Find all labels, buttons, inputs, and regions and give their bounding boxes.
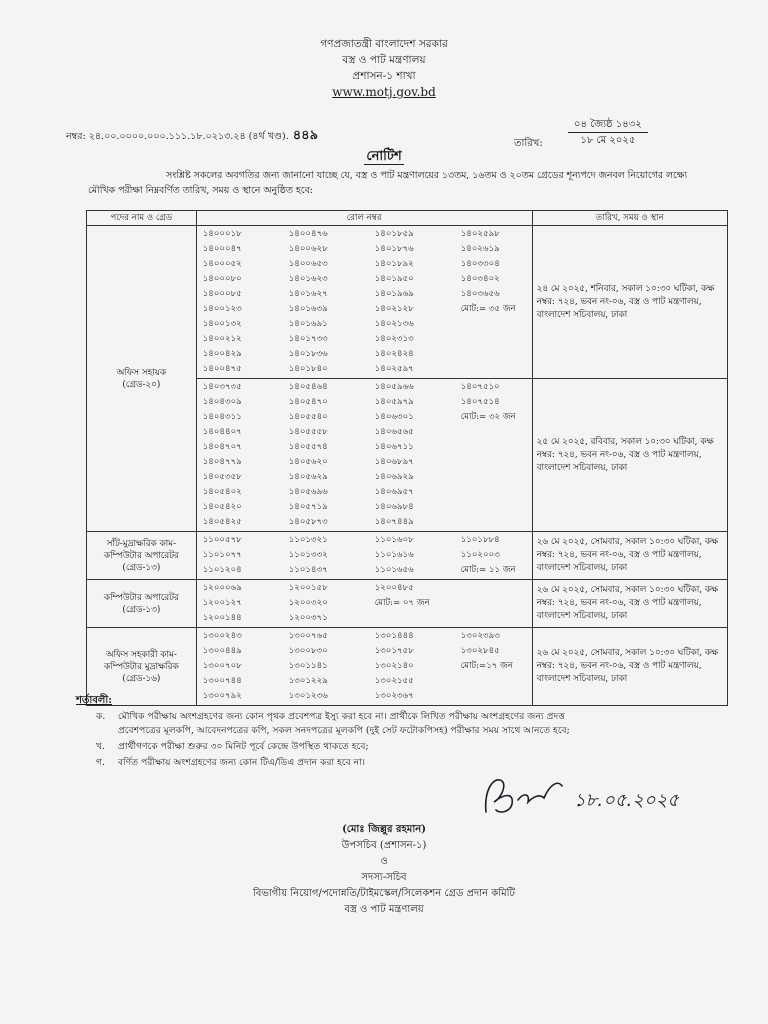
- roll-number: ১৩০১২২৯: [288, 676, 328, 686]
- roll-number: ১৪০৫৪৬৪: [288, 382, 328, 392]
- roll-number: ১৪০১৭৩৩: [288, 334, 328, 344]
- roll-number: ১৪০০১৩২: [202, 319, 242, 329]
- roll-number: ১৪০১৮৩৬: [288, 349, 328, 359]
- roll-column: [375, 629, 461, 704]
- condition-text: প্রবেশপত্রের মূলকপি, আবেদনপত্রের কপি, সকল সনদপত্রের মূলকপি (দুই সেট ফটোকপিসহ) পরীক্ষার সময় সাথে আনতে হবে;: [118, 725, 570, 736]
- roll-number: ১১০০৫৭৮: [202, 535, 242, 545]
- roll-column: [203, 227, 289, 377]
- roll-number: ১৪০৫৫৪০: [288, 412, 328, 422]
- roll-column: [289, 629, 375, 704]
- roll-number: ১৪০০১২৩: [202, 304, 242, 314]
- roll-number: ১১০১৩৩২: [288, 550, 328, 560]
- post-grade: (গ্রেড-২০): [122, 379, 161, 390]
- roll-number: ১৩০২৩৬৭: [374, 691, 414, 701]
- condition-item-ka-cont: [118, 724, 570, 738]
- table-header-row: [87, 211, 728, 226]
- roll-number: ১৪০৭৫১০: [460, 382, 500, 392]
- roll-grid: [197, 533, 532, 578]
- roll-number: ১৪০৫৭১৯: [288, 502, 328, 512]
- memo-number: [66, 126, 318, 147]
- roll-number: ১৪০৩৩০৪: [460, 259, 500, 269]
- notice-title: নোটিশ: [366, 149, 402, 164]
- table-row: [87, 628, 728, 706]
- roll-number: ১৩০২৩৯৩: [460, 631, 500, 641]
- roll-number: ১৪০৬৩০১: [374, 412, 414, 422]
- roll-number: ১১০১২০৪: [202, 565, 242, 575]
- roll-number: ১৩০০৭৯২: [202, 691, 242, 701]
- roll-column: [203, 581, 289, 626]
- condition-text: প্রার্থীগণকে পরীক্ষা শুরুর ৩০ মিনিট পূর্বে কেন্দ্রে উপস্থিত থাকতে হবে;: [118, 741, 369, 752]
- total-count: মোট:= ৩৫ জন: [460, 304, 516, 314]
- roll-number: ১৪০৬৯৫৭: [374, 487, 414, 497]
- conditions-title: শর্তাবলী:: [76, 695, 112, 706]
- roll-number: ১২০০০৬৯: [202, 583, 242, 593]
- roll-number: ১৩০১১৪১: [288, 661, 328, 671]
- letterhead: [0, 36, 768, 100]
- roll-number: ১৪০২৫৯৭: [374, 364, 414, 374]
- roll-number: ১৪০৩৭৩৫: [202, 382, 242, 392]
- roll-column: [461, 533, 527, 578]
- roll-number: ১৪০২৬১৯: [460, 244, 500, 254]
- roll-number: ১৪০০৪৭৬: [288, 229, 328, 239]
- roll-number: ১১০১৬৫৬: [374, 565, 414, 575]
- roll-column: [375, 380, 461, 530]
- roll-number: ১৪০৬৯৮৪: [374, 502, 414, 512]
- table-row: [87, 226, 728, 379]
- post-name-cell: [87, 532, 197, 580]
- signature-block: [0, 822, 768, 918]
- total-count: মোট:= ৩২ জন: [460, 412, 516, 422]
- roll-number: ১৪০১৮৫৯: [374, 229, 414, 239]
- roll-number: ১৪০৬৭১১: [374, 442, 414, 452]
- roll-column: [375, 581, 461, 626]
- roll-number: ১৩০১২৩৬: [288, 691, 328, 701]
- ministry-website-link[interactable]: www.motj.gov.bd: [332, 85, 436, 99]
- roll-number: ১৩০০৪৪৯: [202, 646, 242, 656]
- roll-column: [375, 227, 461, 377]
- roll-number: ১৪০৫৬৯৬: [288, 487, 328, 497]
- committee-name: বিভাগীয় নিয়োগ/পদোন্নতি/টাইমস্কেল/সিলেকশন গ্রেড প্রদান কমিটি: [253, 888, 515, 899]
- roll-number: ১৪০২১৩৬: [374, 319, 414, 329]
- roll-number: ১৪০২৩১৩: [374, 334, 414, 344]
- post-grade: (গ্রেড-১৬): [122, 673, 161, 684]
- memo-serial: ৪৪৯: [292, 128, 319, 143]
- section-name: প্রশাসন-১ শাখা: [352, 70, 416, 82]
- govt-name: গণপ্রজাতন্ত্রী বাংলাদেশ সরকার: [320, 38, 448, 50]
- post-name: সাঁট-মুদ্রাক্ষরিক কাম-কম্পিউটার অপারেটর: [103, 538, 179, 561]
- signatory-name: (মোঃ জিল্লুর রহমান): [342, 824, 426, 835]
- date-label: তারিখ:: [514, 138, 543, 149]
- roll-number: ১৪০০৪৭৫: [202, 364, 242, 374]
- roll-column: [289, 380, 375, 530]
- roll-number: ১৪০১৬৩৯: [288, 304, 328, 314]
- roll-number: ১২০০১৫৮: [288, 583, 328, 593]
- roll-number: ১৪০০৬২৮: [288, 244, 328, 254]
- roll-number: ১৪০০০৮৫: [202, 289, 242, 299]
- roll-number: ১৪০৫৬২৯: [288, 472, 328, 482]
- date-bangla: ০৪ জ্যৈষ্ঠ ১৪৩২: [568, 117, 648, 133]
- roll-number: ১৪০৫৪০২: [202, 487, 242, 497]
- roll-number: ১৪০৫৫৫৮: [288, 427, 328, 437]
- intro-paragraph: [88, 168, 728, 198]
- roll-number: ১১০১৬১৬: [374, 550, 414, 560]
- table-row: [87, 580, 728, 628]
- roll-numbers-cell: [196, 532, 532, 580]
- condition-marker: গ.: [96, 757, 105, 768]
- roll-number: ১২০০৪৮৫: [374, 583, 414, 593]
- roll-number: ১৩০০২৪৩: [202, 631, 242, 641]
- ministry-name: বস্ত্র ও পাট মন্ত্রণালয়: [342, 54, 426, 66]
- roll-number: ১৪০৪৩১১: [202, 412, 242, 422]
- post-name-cell: [87, 226, 197, 532]
- roll-number: ১৪০১৬২৭: [288, 289, 328, 299]
- roll-number: ১২০০৩২০: [288, 598, 328, 608]
- roll-number: ১৩০০৭০৮: [202, 661, 242, 671]
- roll-column: [375, 533, 461, 578]
- condition-item-ga: [96, 756, 365, 770]
- roll-table: [86, 210, 728, 706]
- table-row: [87, 532, 728, 580]
- roll-column: [461, 380, 527, 530]
- post-grade: (গ্রেড-১৩): [122, 562, 161, 573]
- condition-marker: খ.: [96, 741, 105, 752]
- roll-number: ১৪০৫৪২০: [202, 502, 242, 512]
- condition-text: মৌখিক পরীক্ষায় অংশগ্রহণের জন্য কোন পৃথক প্রবেশপত্র ইস্যু করা হবে না। প্রার্থীকে লিখিত পরীক্ষায় অংশগ্রহণের জন্য প্রদত্ত: [118, 711, 565, 722]
- total-count: মোট:=১৭ জন: [460, 661, 513, 671]
- roll-column: [461, 227, 527, 377]
- roll-number: ১৪০৪৭৭৯: [202, 457, 242, 467]
- roll-numbers-cell: [196, 379, 532, 532]
- roll-number: ১৪০৭৪৪৯: [374, 517, 414, 527]
- roll-numbers-cell: [196, 226, 532, 379]
- roll-number: ১৪০০০৪৭: [202, 244, 242, 254]
- roll-grid: [197, 629, 532, 704]
- roll-column: [461, 629, 527, 704]
- post-name-cell: [87, 580, 197, 628]
- roll-number: ১৩০১৭৫৮: [374, 646, 414, 656]
- roll-number: ১৪০১৬২৩: [288, 274, 328, 284]
- date-box: [568, 117, 648, 148]
- roll-number: ১৩০২১৪০: [374, 661, 414, 671]
- signatory-and: ও: [380, 856, 388, 867]
- date-english: ১৮ মে ২০২৫: [580, 135, 636, 146]
- roll-number: ১৩০০৭৬৫: [288, 631, 328, 641]
- roll-number: ১১০১৪৩৭: [288, 565, 328, 575]
- roll-number: ১৪০১৮৭৬: [374, 244, 414, 254]
- venue-cell: ২৫ মে ২০২৫, রবিবার, সকাল ১০:৩০ ঘটিকা, কক্ষ নম্বর: ৭২৪, ভবন নং-০৬, বস্ত্র ও পাট মন্ত্রণালয়, বাংলাদেশ সচিবালয়, ঢাকা: [532, 379, 727, 532]
- roll-column: [203, 629, 289, 704]
- roll-number: ১৪০২১২৮: [374, 304, 414, 314]
- signatory-role: সদস্য-সচিব: [361, 872, 407, 883]
- venue-cell: ২৪ মে ২০২৫, শনিবার, সকাল ১০:৩০ ঘটিকা, কক্ষ নম্বর: ৭২৪, ভবন নং-০৬, বস্ত্র ও পাট মন্ত্রণালয়, বাংলাদেশ সচিবালয়, ঢাকা: [532, 226, 727, 379]
- signatory-designation: উপসচিব (প্রশাসন-১): [341, 840, 427, 851]
- roll-number: ১৩০০৭৪৪: [202, 676, 242, 686]
- roll-number: ১৪০১৮৯২: [374, 259, 414, 269]
- roll-number: ১৪০৫৪৭০: [288, 397, 328, 407]
- roll-column: [461, 581, 527, 626]
- roll-number: ১২০০১৪৪: [202, 613, 242, 623]
- total-count: মোট:= ০৭ জন: [374, 598, 430, 608]
- roll-number: ১৪০০০৫২: [202, 259, 242, 269]
- intro-line-1: সংশ্লিষ্ট সকলের অবগতির জন্য জানানো যাচ্ছে যে, বস্ত্র ও পাট মন্ত্রণালয়ের ১৩তম, ১৬তম ও ২০তম গ্রেডের শূন্যপদে জনবল নিয়োগের লক্ষ্যে: [166, 170, 688, 181]
- signatory-ministry: বস্ত্র ও পাট মন্ত্রণালয়: [344, 904, 424, 915]
- roll-number: ১৩০০৮৩০: [288, 646, 328, 656]
- roll-number: ১৪০৬৮৯৭: [374, 457, 414, 467]
- roll-number: ১১০১০৭৭: [202, 550, 242, 560]
- roll-number: ১৪০৭৫১৪: [460, 397, 500, 407]
- condition-marker: ক.: [96, 711, 106, 722]
- roll-number: ১৪০৩৬৫৬: [460, 289, 500, 299]
- roll-number: ১৪০৫৮৭৩: [288, 517, 328, 527]
- roll-table-body: [87, 226, 728, 706]
- condition-text: বর্ণিত পরীক্ষায় অংশগ্রহণের জন্য কোন টিএ/ডিএ প্রদান করা হবে না।: [118, 757, 366, 768]
- header-post: পদের নাম ও গ্রেড: [87, 211, 197, 226]
- roll-number: ১৩০২৮৪৫: [460, 646, 500, 656]
- roll-number: ১৪০৫৬২০: [288, 457, 328, 467]
- post-name: কম্পিউটার অপারেটর: [103, 592, 179, 603]
- roll-column: [289, 227, 375, 377]
- roll-number: ১৪০৬৯২৯: [374, 472, 414, 482]
- roll-numbers-cell: [196, 628, 532, 706]
- post-name: অফিস সহকারী কাম-কম্পিউটার মুদ্রাক্ষরিক: [104, 649, 179, 672]
- condition-item-ka: [96, 710, 565, 724]
- handwritten-signature: [478, 772, 718, 820]
- roll-number: ১৪০১৯৫০: [374, 274, 414, 284]
- roll-number: ১৪০০০১৮: [202, 229, 242, 239]
- roll-number: ১৪০৪৭০৭: [202, 442, 242, 452]
- roll-number: ১৪০৪৪০৭: [202, 427, 242, 437]
- roll-number: ১৪০৫৫৭৪: [288, 442, 328, 452]
- roll-number: ১৩০২১৫৫: [374, 676, 414, 686]
- condition-item-kha: [96, 740, 369, 754]
- roll-number: ১৪০৩৪০২: [460, 274, 500, 284]
- header-venue: তারিখ, সময় ও স্থান: [532, 211, 727, 226]
- roll-number: ১৪০১৮৪০: [288, 364, 328, 374]
- venue-cell: ২৬ মে ২০২৫, সোমবার, সকাল ১০:৩০ ঘটিকা, কক্ষ নম্বর: ৭২৪, ভবন নং-০৬, বস্ত্র ও পাট মন্ত্রণালয়, বাংলাদেশ সচিবালয়, ঢাকা: [532, 532, 727, 580]
- roll-number: ১২০০১২৭: [202, 598, 242, 608]
- roll-grid: [197, 380, 532, 530]
- venue-cell: ২৬ মে ২০২৫, সোমবার, সকাল ১০:৩০ ঘটিকা, কক্ষ নম্বর: ৭২৪, ভবন নং-০৬, বস্ত্র ও পাট মন্ত্রণালয়, বাংলাদেশ সচিবালয়, ঢাকা: [532, 628, 727, 706]
- roll-number: ১৪০৫৩৫৮: [202, 472, 242, 482]
- header-roll: রোল নম্বর: [196, 211, 532, 226]
- roll-number: ১১০২০০৩: [460, 550, 500, 560]
- intro-line-2: মৌখিক পরীক্ষা নিম্নবর্ণিত তারিখ, সময় ও স্থানে অনুষ্ঠিত হবে:: [88, 185, 313, 196]
- roll-grid: [197, 227, 532, 377]
- roll-numbers-cell: [196, 580, 532, 628]
- notice-heading: [0, 147, 768, 168]
- roll-number: ১৪০০০৮০: [202, 274, 242, 284]
- roll-number: ১৪০৬৫৬৫: [374, 427, 414, 437]
- roll-column: [289, 533, 375, 578]
- venue-cell: ২৬ মে ২০২৫, সোমবার, সকাল ১০:৩০ ঘটিকা, কক্ষ নম্বর: ৭২৪, ভবন নং-০৬, বস্ত্র ও পাট মন্ত্রণালয়, বাংলাদেশ সচিবালয়, ঢাকা: [532, 580, 727, 628]
- roll-number: ১৪০০৪২৯: [202, 349, 242, 359]
- roll-number: ১৪০৫৪২৫: [202, 517, 242, 527]
- roll-number: ১১০১৮৮৪: [460, 535, 500, 545]
- handwritten-date: ১৮.০৫.২০২৫: [574, 790, 679, 811]
- memo-label: নম্বর: ২৪.০০.০০০০.০০০.১১১.১৮.০২১৩.২৪ (৪র্থ খণ্ড).: [66, 131, 289, 142]
- roll-number: ১৪০১৬৯১: [288, 319, 328, 329]
- roll-column: [289, 581, 375, 626]
- roll-number: ১৪০০২১২: [202, 334, 242, 344]
- roll-number: ১১০১৬০৮: [374, 535, 414, 545]
- roll-number: ১৩০১৪৪৪: [374, 631, 414, 641]
- roll-number: ১৪০৪৩০৯: [202, 397, 242, 407]
- post-name: অফিস সহায়ক: [116, 367, 167, 378]
- roll-number: ১২০০৩৭১: [288, 613, 328, 623]
- roll-number: ১৪০১৯৬৯: [374, 289, 414, 299]
- roll-number: ১৪০২৪২৪: [374, 349, 414, 359]
- roll-grid: [197, 581, 532, 626]
- post-grade: (গ্রেড-১৩): [122, 604, 161, 615]
- roll-number: ১৪০০৬৫৩: [288, 259, 328, 269]
- total-count: মোট:= ১১ জন: [460, 565, 516, 575]
- roll-column: [203, 380, 289, 530]
- roll-number: ১৪০৫৯৬৬: [374, 382, 414, 392]
- roll-column: [203, 533, 289, 578]
- roll-number: ১৪০২৫৯৮: [460, 229, 500, 239]
- roll-number: ১৪০৫৯৭৯: [374, 397, 414, 407]
- roll-number: ১১০১৩২১: [288, 535, 328, 545]
